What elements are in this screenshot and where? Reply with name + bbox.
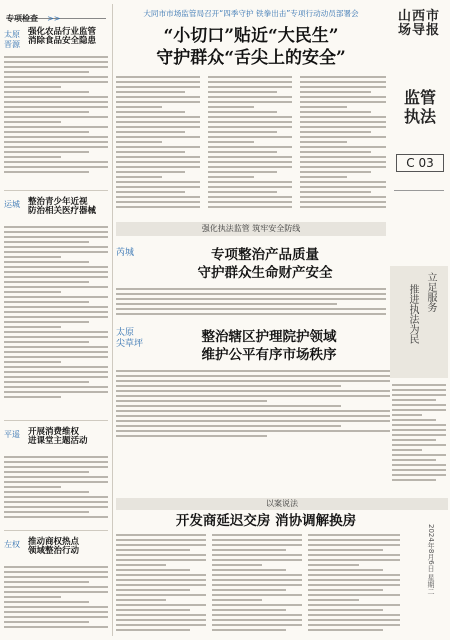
mid-story-1-headline-1: 专项整治产品质量 (211, 247, 319, 263)
mid-story-2-headline-1: 整治辖区护理院护领域 (201, 329, 337, 345)
motto-line-1: 立足服务 (425, 272, 436, 312)
left-column (0, 0, 110, 640)
story-body-text (4, 456, 108, 522)
story-tag: 平遥 (4, 430, 20, 439)
footer-date: 2024年8月6日 星期二 (427, 524, 435, 595)
masthead-logo: 山西市场导报 (397, 9, 440, 38)
column-divider (112, 4, 113, 636)
bottom-headline: 开发商延迟交房 消协调解换房 (175, 513, 357, 529)
story-headline: 强化农品行业监管 消除食品安全隐患 (28, 27, 97, 46)
story-tag: 芮城 (116, 248, 135, 258)
top-story-kicker: 大同市市场监管局召开“四季守护 铁拳出击”专项行动动员部署会 (143, 9, 359, 18)
motto-line-2: 推进执法为民 (407, 284, 418, 344)
story-headline: 整治青少年近视 防治相关医疗器械 (28, 197, 97, 216)
section-title: 监管 执法 (403, 88, 436, 127)
bottom-col-1 (116, 534, 206, 636)
motto-strip (390, 266, 448, 378)
top-story-headline-2: 守护群众“舌尖上的安全” (156, 48, 346, 68)
story-body-text (4, 566, 108, 634)
story-tag: 太原 晋源 (4, 30, 20, 49)
mid-story-2-body (116, 370, 390, 440)
divider (4, 190, 108, 191)
right-narrow-column (392, 384, 446, 488)
section-banner-text: 强化执法监管 筑牢安全防线 (201, 224, 301, 233)
bottom-col-2 (212, 534, 302, 636)
page-code: C 03 (396, 154, 444, 172)
left-story-1 (4, 26, 108, 176)
mid-story-2 (116, 322, 390, 442)
bottom-col-3 (308, 534, 400, 636)
story-tag: 运城 (4, 200, 20, 209)
divider (4, 530, 108, 531)
column-arrow: >> (47, 14, 61, 23)
mid-story-1 (116, 240, 386, 320)
divider (4, 420, 108, 421)
mid-story-2-headline-2: 维护公平有序市场秩序 (201, 347, 337, 363)
column-header (6, 6, 106, 23)
story-body-text (4, 226, 108, 402)
mid-story-1-headline-2: 守护群众生命财产安全 (197, 265, 333, 281)
top-story-col-2 (208, 76, 292, 210)
top-story-col-3 (300, 76, 386, 210)
bottom-banner (116, 498, 448, 510)
masthead (390, 4, 448, 254)
story-tag: 左权 (4, 540, 20, 549)
bottom-banner-text: 以案说法 (266, 499, 298, 508)
story-headline: 推动商权热点 领域整治行动 (28, 537, 80, 556)
column-title: 专项检查 (6, 14, 38, 23)
story-headline: 开展消费维权 进课堂主题活动 (28, 427, 88, 446)
section-banner (116, 222, 386, 236)
story-tag: 太原 尖草坪 (116, 328, 144, 349)
story-body-text (4, 56, 108, 174)
left-story-2 (4, 196, 108, 406)
top-story-headline-1: “小切口”贴近“大民生” (163, 26, 339, 46)
mid-story-1-body (116, 288, 386, 318)
left-story-4 (4, 536, 108, 636)
top-story-col-1 (116, 76, 200, 210)
masthead-ornament (394, 190, 444, 243)
left-story-3 (4, 426, 108, 526)
top-story (116, 4, 386, 214)
